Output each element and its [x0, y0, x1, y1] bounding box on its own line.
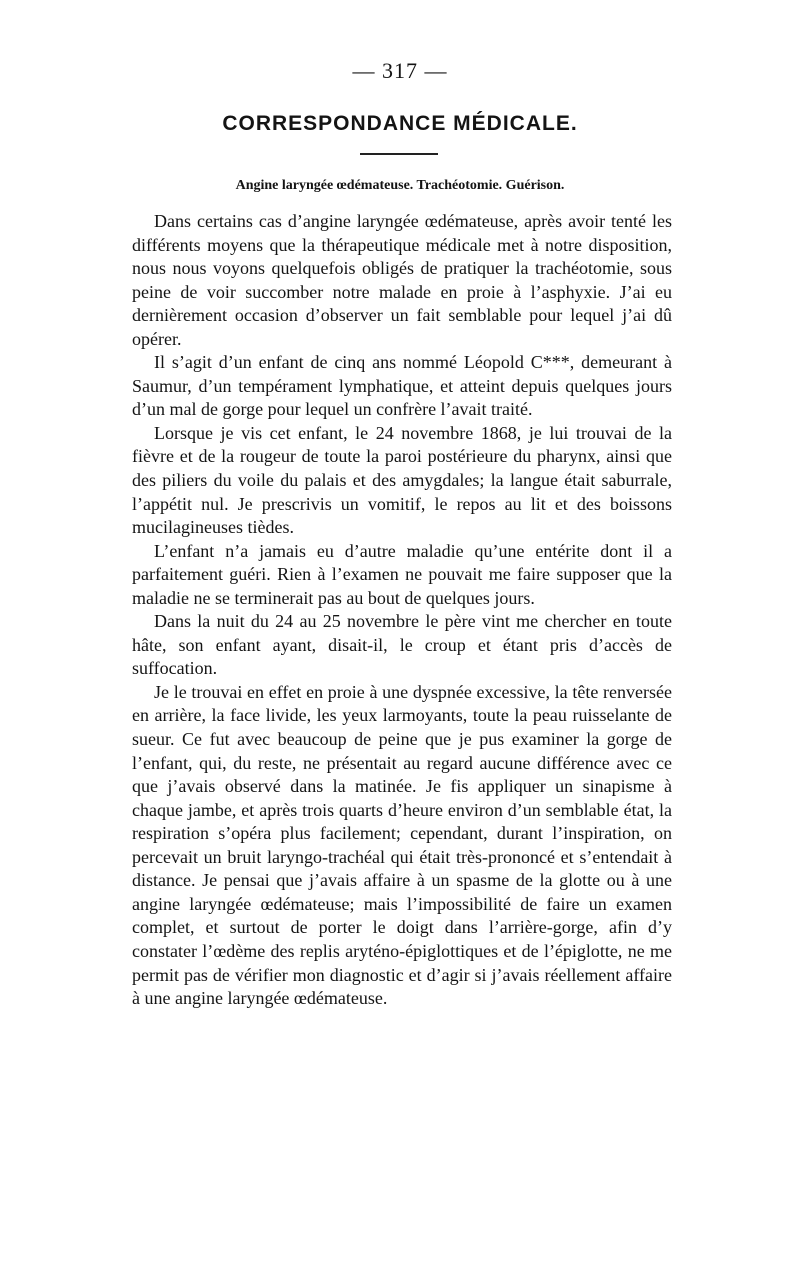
- title-divider: [360, 153, 438, 155]
- paragraph: Je le trouvai en effet en proie à une dyspnée excessive, la tête renversée en arrière, la face livide, les yeux larmoyants, toute la peau ruisselante de sueur. Ce fut avec beaucoup de peine que je pus examiner la gorge de l’enfant, qui, du reste, ne présentait au regard aucune différence avec ce que j’avais observé dans la matinée. Je fis appliquer un sinapisme à chaque jambe, et après trois quarts d’heure environ d’un semblable état, la respiration s’opéra plus facilement; cependant, durant l’inspiration, on percevait un bruit laryngo-trachéal qui était très-prononcé et s’entendait à distance. Je pensai que j’avais affaire à un spasme de la glotte ou à une angine laryngée œdémateuse; mais l’impossibilité de faire un examen complet, et surtout de porter le doigt dans l’arrière-gorge, afin d’y constater l’œdème des replis aryténo-épiglottiques et de l’épiglotte, ne me permit pas de vérifier mon diagnostic et d’agir si j’avais réellement affaire à une angine laryngée œdémateuse.: [132, 681, 672, 1009]
- page-number: — 317 —: [352, 58, 448, 83]
- paragraph: Lorsque je vis cet enfant, le 24 novembre 1868, je lui trouvai de la fièvre et de la rougeur de toute la paroi postérieure du pharynx, ainsi que des piliers du voile du palais et des amygdales; la langue était saburrale, l’appétit nul. Je prescrivis un vomitif, le repos au lit et des boissons mucilagineuses tièdes.: [132, 422, 672, 538]
- article-title: Angine laryngée œdémateuse. Trachéotomie. Guérison.: [235, 178, 565, 193]
- paragraph: L’enfant n’a jamais eu d’autre maladie qu’une entérite dont il a parfaitement guéri. Rien à l’examen ne pouvait me faire supposer que la maladie ne se terminerait pas au bout de quelques jours.: [132, 540, 672, 608]
- article-body: [132, 210, 672, 1011]
- paragraph: Il s’agit d’un enfant de cinq ans nommé Léopold C***, demeurant à Saumur, d’un tempérament lymphatique, et atteint depuis quelques jours d’un mal de gorge pour lequel un confrère l’avait traité.: [132, 352, 672, 420]
- paragraph: Dans certains cas d’angine laryngée œdémateuse, après avoir tenté les différents moyens que la thérapeutique médicale met à notre disposition, nous nous voyons quelquefois obligés de pratiquer la trachéotomie, sous peine de voir succomber notre malade en proie à l’asphyxie. J’ai eu dernièrement occasion d’observer un fait semblable pour lequel j’ai dû opérer.: [132, 211, 672, 349]
- paragraph: Dans la nuit du 24 au 25 novembre le père vint me chercher en toute hâte, son enfant ayant, disait-il, le croup et étant pris d’accès de suffocation.: [132, 611, 672, 679]
- section-title: CORRESPONDANCE MÉDICALE.: [222, 112, 578, 135]
